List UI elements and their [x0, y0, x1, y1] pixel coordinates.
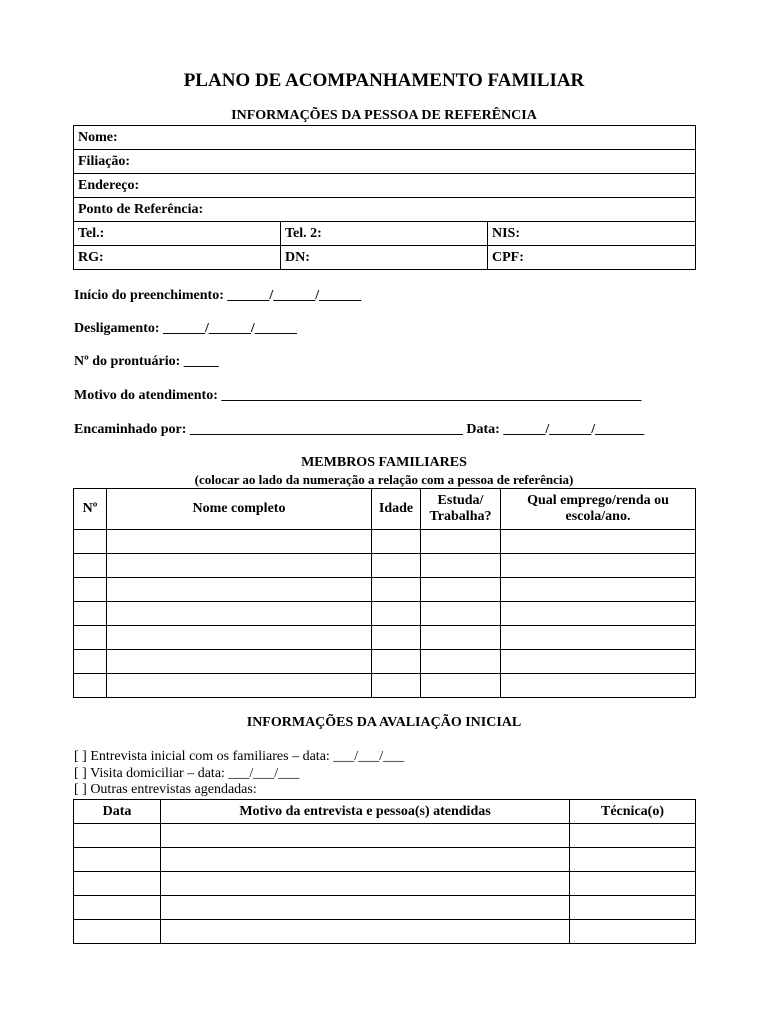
table-row[interactable]: [74, 530, 696, 554]
field-inicio-preenchimento[interactable]: Início do preenchimento: ______/______/______: [74, 288, 362, 303]
table-row[interactable]: [74, 554, 696, 578]
col-header-idade: Idade: [372, 489, 421, 530]
table-row[interactable]: [74, 578, 696, 602]
table-row[interactable]: [74, 848, 696, 872]
option-entrevista-inicial[interactable]: [ ] Entrevista inicial com os familiares – data: ___/___/___: [74, 749, 405, 764]
field-encaminhado[interactable]: Encaminhado por: _______________________________________ Data: ______/______/_______: [74, 422, 645, 437]
field-prontuario[interactable]: Nº do prontuário: _____: [74, 354, 219, 369]
field-rg[interactable]: RG:: [74, 246, 281, 270]
field-tel2[interactable]: Tel. 2:: [281, 222, 488, 246]
table-row[interactable]: [74, 920, 696, 944]
field-desligamento[interactable]: Desligamento: ______/______/______: [74, 321, 297, 336]
option-visita-domiciliar[interactable]: [ ] Visita domiciliar – data: ___/___/___: [74, 766, 300, 781]
table-row[interactable]: [74, 650, 696, 674]
col-header-no: Nº: [74, 489, 107, 530]
interviews-table: [73, 799, 696, 944]
col-header-estuda: Estuda/ Trabalha?: [421, 489, 501, 530]
table-row[interactable]: [74, 626, 696, 650]
table-row[interactable]: [74, 896, 696, 920]
col-header-tecnica: Técnica(o): [570, 800, 696, 824]
page-title: PLANO DE ACOMPANHAMENTO FAMILIAR: [183, 70, 585, 91]
col-header-nome: Nome completo: [107, 489, 372, 530]
reference-person-table: [73, 125, 696, 270]
field-nome[interactable]: Nome:: [74, 126, 696, 150]
table-row[interactable]: [74, 824, 696, 848]
field-motivo-atendimento[interactable]: Motivo do atendimento: ____________________________________________________________: [74, 388, 642, 403]
field-filiacao[interactable]: Filiação:: [74, 150, 696, 174]
evaluation-heading: INFORMAÇÕES DA AVALIAÇÃO INICIAL: [246, 715, 522, 730]
col-header-emprego: Qual emprego/renda ou escola/ano.: [501, 489, 696, 530]
members-subheading: (colocar ao lado da numeração a relação com a pessoa de referência): [194, 472, 574, 487]
field-ponto-referencia[interactable]: Ponto de Referência:: [74, 198, 696, 222]
ref-section-heading: INFORMAÇÕES DA PESSOA DE REFERÊNCIA: [231, 108, 537, 123]
col-header-motivo: Motivo da entrevista e pessoa(s) atendidas: [161, 800, 570, 824]
field-nis[interactable]: NIS:: [488, 222, 696, 246]
field-cpf[interactable]: CPF:: [488, 246, 696, 270]
option-outras-entrevistas[interactable]: [ ] Outras entrevistas agendadas:: [74, 782, 257, 797]
field-endereco[interactable]: Endereço:: [74, 174, 696, 198]
table-row[interactable]: [74, 602, 696, 626]
table-row[interactable]: [74, 674, 696, 698]
table-row[interactable]: [74, 872, 696, 896]
field-tel[interactable]: Tel.:: [74, 222, 281, 246]
col-header-data: Data: [74, 800, 161, 824]
members-heading: MEMBROS FAMILIARES: [301, 455, 467, 470]
field-dn[interactable]: DN:: [281, 246, 488, 270]
members-table: [73, 488, 696, 698]
